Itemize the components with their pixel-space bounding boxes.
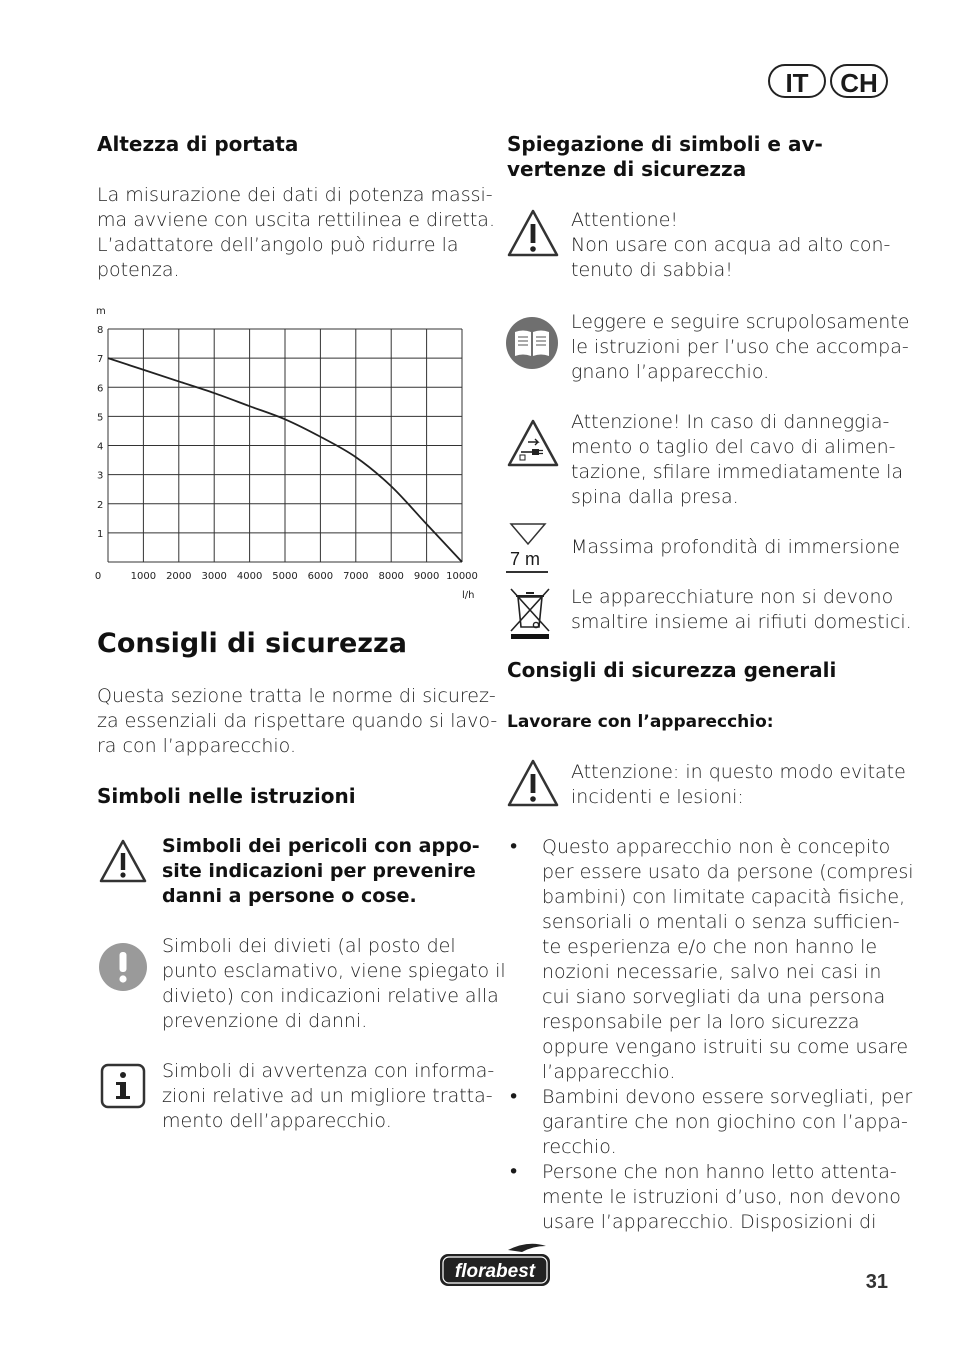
x-tick-label: 0 bbox=[94, 571, 102, 582]
read-manual-icon bbox=[505, 316, 559, 370]
lavorare-heading: Lavorare con l’apparecchio: bbox=[507, 712, 774, 732]
warning6-text: Attenzione: in questo modo evitate incidenti e lesioni: bbox=[571, 761, 906, 808]
x-tick-labels bbox=[95, 571, 478, 582]
sym1-text: Simboli dei pericoli con appo- site indicazioni per prevenire danni a persone o cose. bbox=[162, 835, 480, 907]
warning-triangle-icon bbox=[506, 758, 560, 808]
warning-triangle-icon bbox=[506, 208, 560, 258]
generali-heading: Consigli di sicurezza generali bbox=[507, 658, 837, 682]
spiegazione-heading: Spiegazione di simboli e av- vertenze di sicurezza bbox=[507, 132, 823, 181]
x-tick-label: 3000 bbox=[201, 571, 227, 582]
consigli-heading: Consigli di sicurezza bbox=[97, 628, 407, 659]
x-tick-label: 2000 bbox=[166, 571, 192, 582]
immersion-depth-label: 7 m bbox=[510, 549, 541, 569]
lang-badge-it: IT bbox=[768, 64, 826, 98]
warning2-text: Leggere e seguire scrupolosamente le istruzioni per l’uso che accompa- gnano l’apparecchio. bbox=[571, 311, 910, 383]
y-tick-label: 1 bbox=[97, 528, 104, 540]
y-axis-label: m bbox=[96, 306, 106, 317]
y-tick-label: 2 bbox=[97, 499, 104, 511]
chart-grid bbox=[108, 329, 462, 562]
bullet-marker: • bbox=[508, 1161, 520, 1183]
bullet-item-3: Persone che non hanno letto attenta- mente le istruzioni d’uso, non devono usare l’apparecchio. Disposizioni di bbox=[542, 1161, 901, 1233]
florabest-logo bbox=[438, 1242, 554, 1290]
bullet-marker: • bbox=[508, 836, 520, 858]
warning3-text: Attenzione! In caso di danneggia- mento o taglio del cavo di alimen- tazione, sfilare immediatamente la spina dalla presa. bbox=[571, 411, 904, 508]
x-tick-label: 8000 bbox=[378, 571, 404, 582]
unplug-cable-warning-icon bbox=[506, 418, 560, 468]
crossed-bin-icon bbox=[507, 585, 553, 641]
immersion-depth-underline bbox=[506, 571, 548, 573]
y-tick-label: 3 bbox=[97, 470, 104, 482]
altezza-paragraph: La misurazione dei dati di potenza massi- ma avviene con uscita rettilinea e diretta. L’adattatore dell’angolo può ridurre la potenza. bbox=[97, 184, 495, 281]
bullet-marker: • bbox=[508, 1086, 520, 1108]
y-tick-label: 5 bbox=[97, 412, 104, 424]
warning1-text: Attentione! Non usare con acqua ad alto con- tenuto di sabbia! bbox=[571, 209, 891, 281]
page-number: 31 bbox=[865, 1271, 888, 1293]
sym3-text: Simboli di avvertenza con informa- zioni relative ad un migliore tratta- mento dell’apparecchio. bbox=[162, 1060, 495, 1132]
pump-performance-chart bbox=[88, 300, 488, 600]
x-tick-label: 10000 bbox=[446, 571, 478, 582]
y-tick-labels bbox=[97, 325, 103, 540]
simboli-heading: Simboli nelle istruzioni bbox=[97, 784, 356, 808]
y-tick-label: 7 bbox=[97, 354, 104, 366]
warning5-text: Le apparecchiature non si devono smaltire insieme ai rifiuti domestici. bbox=[571, 586, 912, 633]
info-icon bbox=[100, 1063, 146, 1109]
x-tick-label: 4000 bbox=[236, 571, 263, 582]
lang-badge-ch: CH bbox=[830, 64, 888, 98]
x-axis-label: l/h bbox=[462, 590, 475, 600]
immersion-depth-icon bbox=[508, 522, 548, 546]
brand-name: florabest bbox=[454, 1261, 536, 1282]
prohibition-exclamation-icon bbox=[98, 942, 148, 992]
altezza-heading: Altezza di portata bbox=[97, 132, 299, 156]
x-tick-label: 7000 bbox=[343, 571, 369, 582]
y-tick-label: 6 bbox=[97, 383, 104, 395]
bullet-item-1: Questo apparecchio non è concepito per essere usato da persone (compresi bambini) con limitate capacità fisiche, sensoriali o mentali o senza sufficien- te esperienza e/o che non hanno le nozioni necessarie, salvo nei casi in cui siano sorvegliati da una persona responsabile per la loro sicurezza oppure vengano istruiti su come usare l’apparecchio. bbox=[542, 836, 914, 1083]
bullet-item-2: Bambini devono essere sorvegliati, per garantire che non giochino con l’appa- recchio. bbox=[542, 1086, 913, 1158]
sym2-text: Simboli dei divieti (al posto del punto esclamativo, viene spiegato il divieto) con indicazioni relative alla prevenzione di danni. bbox=[162, 935, 506, 1032]
y-tick-label: 8 bbox=[97, 325, 104, 336]
y-tick-label: 4 bbox=[97, 441, 104, 453]
x-tick-label: 6000 bbox=[307, 571, 334, 582]
consigli-paragraph: Questa sezione tratta le norme di sicurez- za essenziali da rispettare quando si lavo- ra con l’apparecchio. bbox=[97, 685, 498, 757]
x-tick-label: 9000 bbox=[413, 571, 440, 582]
x-tick-label: 1000 bbox=[130, 571, 157, 582]
warning4-text: Massima profondità di immersione bbox=[571, 536, 900, 558]
x-tick-label: 5000 bbox=[272, 571, 298, 582]
warning-triangle-icon bbox=[98, 838, 148, 884]
